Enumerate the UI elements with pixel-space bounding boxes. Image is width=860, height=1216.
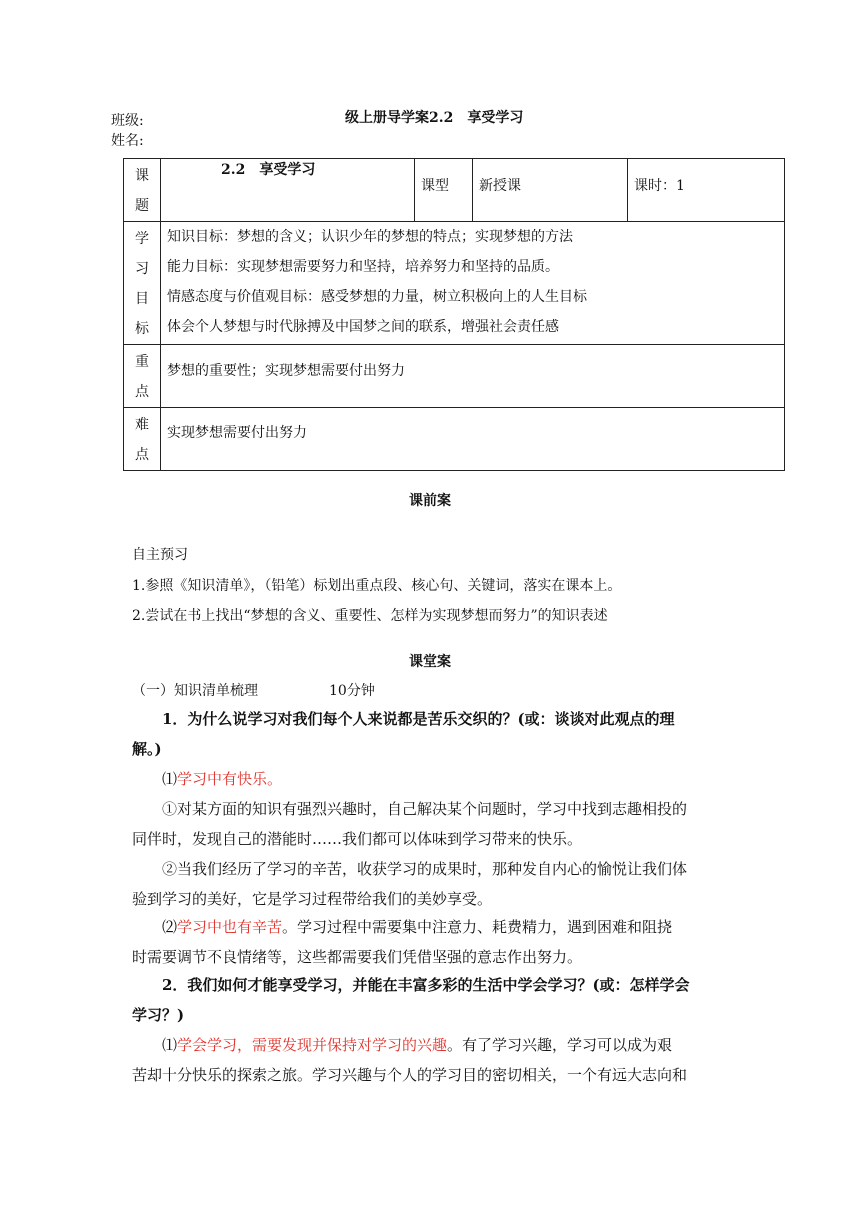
goals-list bbox=[161, 222, 785, 345]
point-3-line-2: 苦却十分快乐的探索之旅。学习兴趣与个人的学习目的密切相关，一个有远大志向和 bbox=[132, 1066, 688, 1084]
type-value: 新授课 bbox=[473, 159, 628, 222]
point-1a-line-2: 同伴时，发现自己的潜能时……我们都可以体味到学习带来的快乐。 bbox=[132, 830, 583, 848]
point-1-heading: ⑴学习中有快乐。 bbox=[162, 770, 283, 788]
hours-value: 课时：1 bbox=[628, 159, 785, 222]
preclass-item-2: 2.尝试在书上找出“梦想的含义、重要性、怎样为实现梦想而努力”的知识表述 bbox=[132, 608, 608, 624]
preclass-item-1: 1.参照《知识清单》，（铅笔）标划出重点段、核心句、关键词，落实在课本上。 bbox=[132, 578, 622, 594]
point-2-line-2: 时需要调节不良情绪等，这些都需要我们凭借坚强的意志作出努力。 bbox=[132, 948, 583, 966]
preclass-subheading: 自主预习 bbox=[132, 547, 188, 563]
goal-item: 能力目标：实现梦想需要努力和坚持，培养努力和坚持的品质。 bbox=[167, 259, 559, 275]
goal-item: 知识目标：梦想的含义；认识少年的梦想的特点；实现梦想的方法 bbox=[167, 229, 573, 245]
topic-value: 2.2 享受学习 bbox=[161, 159, 415, 222]
key-value: 梦想的重要性；实现梦想需要付出努力 bbox=[161, 345, 785, 408]
topic-label: 课 题 bbox=[124, 159, 161, 222]
preclass-heading: 课前案 bbox=[409, 493, 451, 509]
point-3-line-1: ⑴学会学习，需要发现并保持对学习的兴趣。有了学习兴趣，学习可以成为艰 bbox=[162, 1036, 673, 1054]
name-label: 姓名: bbox=[111, 133, 144, 149]
goal-item: 体会个人梦想与时代脉搏及中国梦之间的联系，增强社会责任感 bbox=[167, 319, 559, 335]
type-label: 课型 bbox=[415, 159, 473, 222]
question-2-line-2: 学习？) bbox=[132, 1006, 185, 1024]
section-duration: 10分钟 bbox=[329, 683, 375, 699]
page-title: 级上册导学案2.2 享受学习 bbox=[345, 110, 524, 126]
question-2-line-1: 2．我们如何才能享受学习，并能在丰富多彩的生活中学会学习？(或：怎样学会 bbox=[162, 976, 690, 994]
point-1b-line-1: ②当我们经历了学习的辛苦，收获学习的成果时，那种发自内心的愉悦让我们体 bbox=[162, 860, 688, 878]
question-1-line-2: 解。) bbox=[132, 740, 162, 758]
point-2-line-1: ⑵学习中也有辛苦。学习过程中需要集中注意力、耗费精力，遇到困难和阻挠 bbox=[162, 918, 673, 936]
lesson-info-table bbox=[123, 158, 785, 471]
difficult-label: 难 点 bbox=[124, 408, 161, 471]
goal-item: 情感态度与价值观目标：感受梦想的力量，树立积极向上的人生目标 bbox=[167, 289, 587, 305]
key-label: 重 点 bbox=[124, 345, 161, 408]
class-label: 班级: bbox=[111, 113, 144, 129]
inclass-heading: 课堂案 bbox=[409, 654, 451, 670]
section-title: （一）知识清单梳理 bbox=[132, 683, 258, 699]
question-1-line-1: 1．为什么说学习对我们每个人来说都是苦乐交织的？(或：谈谈对此观点的理 bbox=[162, 710, 675, 728]
goals-label: 学 习 目 标 bbox=[124, 222, 161, 345]
difficult-value: 实现梦想需要付出努力 bbox=[161, 408, 785, 471]
point-1b-line-2: 验到学习的美好，它是学习过程带给我们的美妙享受。 bbox=[132, 890, 493, 908]
point-1a-line-1: ①对某方面的知识有强烈兴趣时，自己解决某个问题时，学习中找到志趣相投的 bbox=[162, 800, 688, 818]
